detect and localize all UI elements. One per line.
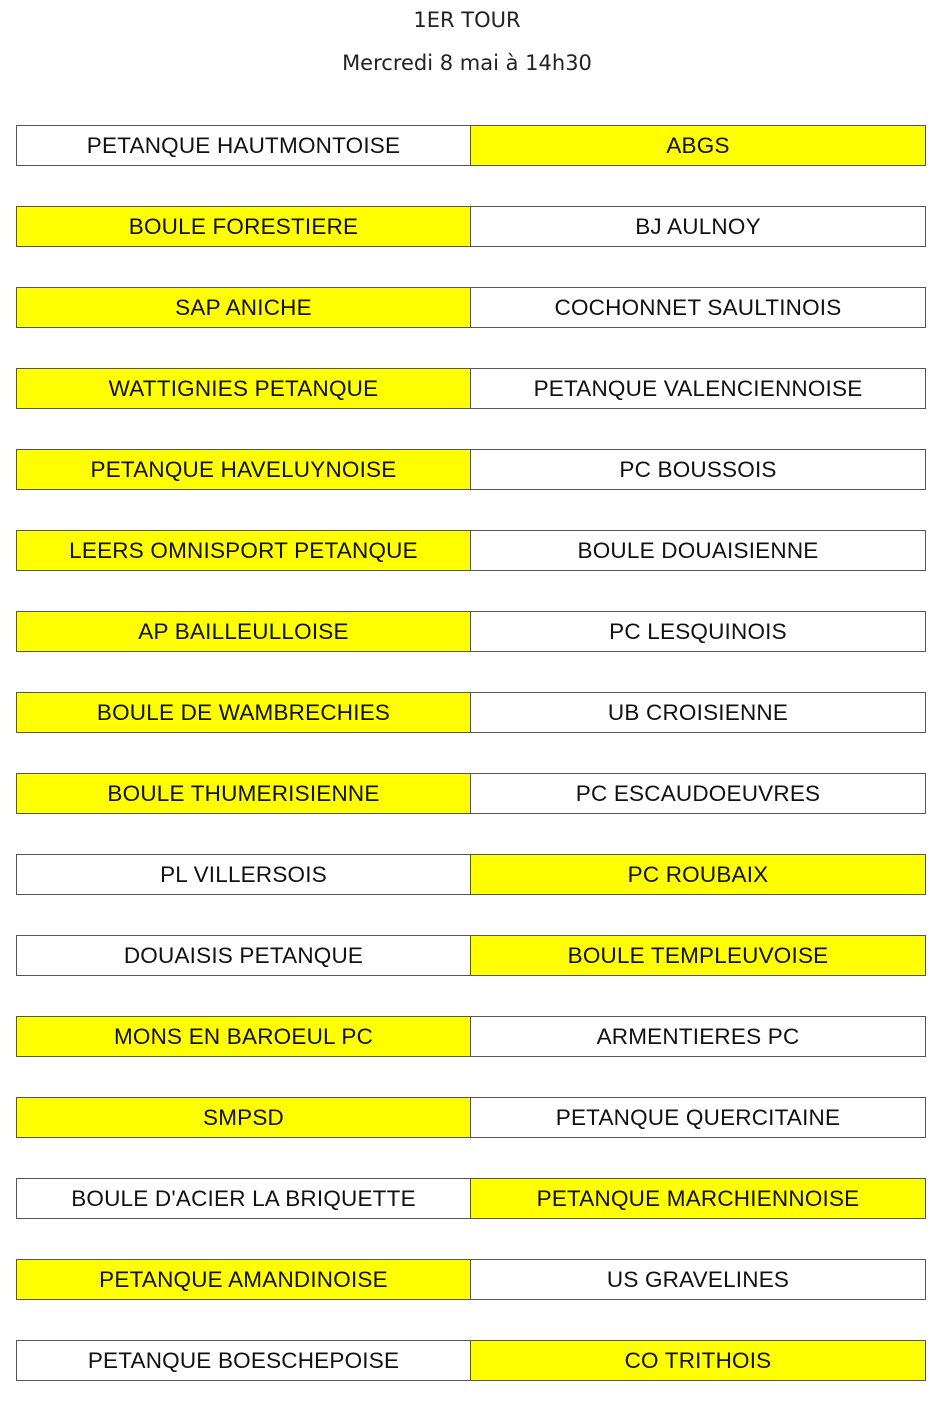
home-team-cell: AP BAILLEULLOISE — [16, 611, 471, 652]
home-team-cell: BOULE THUMERISIENNE — [16, 773, 471, 814]
away-team-cell: US GRAVELINES — [471, 1259, 926, 1300]
match-row — [16, 1097, 926, 1138]
match-row — [16, 692, 926, 733]
home-team-cell: MONS EN BAROEUL PC — [16, 1016, 471, 1057]
home-team-cell: SMPSD — [16, 1097, 471, 1138]
away-team-cell: PC ESCAUDOEUVRES — [471, 773, 926, 814]
match-row — [16, 1259, 926, 1300]
match-row — [16, 854, 926, 895]
match-row — [16, 773, 926, 814]
away-team-cell: UB CROISIENNE — [471, 692, 926, 733]
away-team-cell: PC LESQUINOIS — [471, 611, 926, 652]
home-team-cell: PETANQUE HAUTMONTOISE — [16, 125, 471, 166]
match-row — [16, 935, 926, 976]
away-team-cell: BOULE TEMPLEUVOISE — [471, 935, 926, 976]
away-team-cell: PETANQUE MARCHIENNOISE — [471, 1178, 926, 1219]
away-team-cell: BOULE DOUAISIENNE — [471, 530, 926, 571]
match-row — [16, 611, 926, 652]
home-team-cell: PETANQUE AMANDINOISE — [16, 1259, 471, 1300]
matches-list — [16, 125, 926, 1421]
home-team-cell: BOULE FORESTIERE — [16, 206, 471, 247]
match-date: Mercredi 8 mai à 14h30 — [342, 51, 592, 75]
away-team-cell: PC ROUBAIX — [471, 854, 926, 895]
away-team-cell: PETANQUE QUERCITAINE — [471, 1097, 926, 1138]
away-team-cell: CO TRITHOIS — [471, 1340, 926, 1381]
round-title: 1ER TOUR — [413, 8, 521, 32]
away-team-cell: ABGS — [471, 125, 926, 166]
match-row — [16, 125, 926, 166]
home-team-cell: LEERS OMNISPORT PETANQUE — [16, 530, 471, 571]
match-row — [16, 449, 926, 490]
home-team-cell: PETANQUE HAVELUYNOISE — [16, 449, 471, 490]
match-row — [16, 1340, 926, 1381]
home-team-cell: SAP ANICHE — [16, 287, 471, 328]
match-row — [16, 206, 926, 247]
match-row — [16, 287, 926, 328]
home-team-cell: BOULE DE WAMBRECHIES — [16, 692, 471, 733]
match-row — [16, 1178, 926, 1219]
away-team-cell: PETANQUE VALENCIENNOISE — [471, 368, 926, 409]
match-row — [16, 1016, 926, 1057]
home-team-cell: DOUAISIS PETANQUE — [16, 935, 471, 976]
away-team-cell: BJ AULNOY — [471, 206, 926, 247]
home-team-cell: PETANQUE BOESCHEPOISE — [16, 1340, 471, 1381]
away-team-cell: PC BOUSSOIS — [471, 449, 926, 490]
match-row — [16, 368, 926, 409]
away-team-cell: COCHONNET SAULTINOIS — [471, 287, 926, 328]
home-team-cell: WATTIGNIES PETANQUE — [16, 368, 471, 409]
home-team-cell: BOULE D'ACIER LA BRIQUETTE — [16, 1178, 471, 1219]
home-team-cell: PL VILLERSOIS — [16, 854, 471, 895]
away-team-cell: ARMENTIERES PC — [471, 1016, 926, 1057]
match-row — [16, 530, 926, 571]
